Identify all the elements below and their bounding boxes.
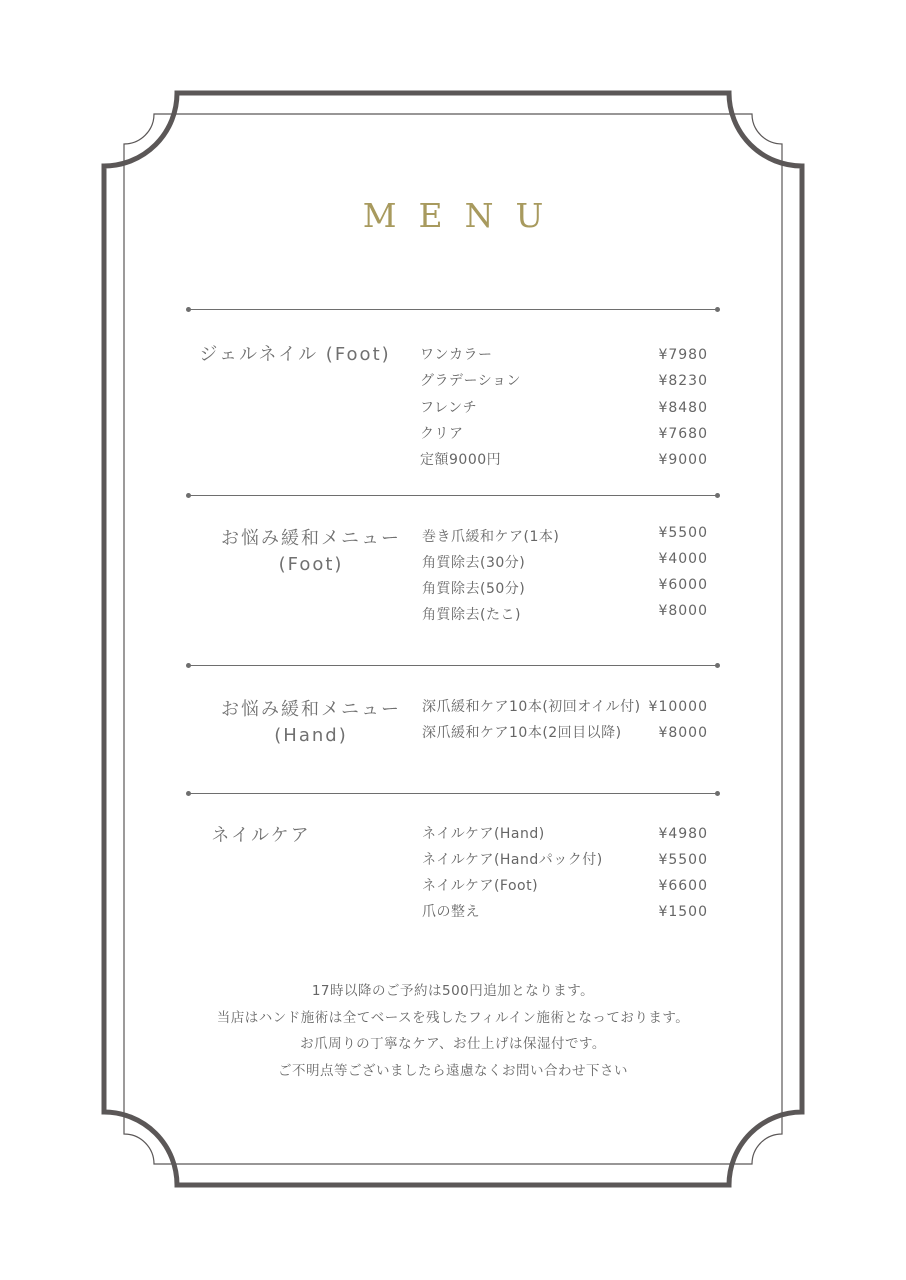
menu-item-name: 角質除去(30分) [422, 555, 526, 571]
menu-item-name: フレンチ [420, 400, 478, 416]
category-trouble-relief-foot [196, 526, 426, 578]
note-line: お爪周りの丁寧なケア、お仕上げは保湿付です。 [300, 1036, 606, 1052]
footer-notes [0, 978, 906, 1084]
menu-item-price: ¥7980 [658, 347, 708, 363]
menu-item-price: ¥6000 [658, 577, 708, 593]
menu-item-price: ¥8000 [658, 725, 708, 741]
section-divider [188, 793, 718, 794]
menu-item-price: ¥8230 [658, 373, 708, 389]
menu-item-price: ¥7680 [658, 426, 708, 442]
note-line: 当店はハンド施術は全てベースを残したフィルイン施術となっております。 [216, 1009, 690, 1026]
menu-item-name: 深爪緩和ケア10本(初回オイル付) [422, 699, 641, 715]
category-label: ジェルネイル (Foot) [199, 344, 391, 365]
note-line: 17時以降のご予約は500円追加となります。 [311, 983, 595, 999]
menu-item-name: 角質除去(たこ) [422, 607, 521, 623]
note-line: ご不明点等ございましたら遠慮なくお問い合わせ下さい [278, 1062, 628, 1079]
category-label: お悩み緩和メニュー [221, 699, 401, 720]
section-divider [188, 665, 718, 666]
category-trouble-relief-hand [196, 697, 426, 749]
category-nail-care [146, 823, 376, 849]
section-divider [188, 495, 718, 496]
category-gel-nail-foot [180, 342, 410, 368]
menu-item-name: ワンカラー [420, 347, 493, 363]
menu-item-name: 定額9000円 [420, 452, 502, 468]
menu-item-name: ネイルケア(Hand) [422, 826, 545, 842]
menu-item-name: 巻き爪緩和ケア(1本) [422, 529, 560, 545]
page-title: MENU [362, 196, 566, 235]
menu-item-price: ¥6600 [658, 878, 708, 894]
menu-item-name: グラデーション [420, 373, 521, 389]
section-divider [188, 309, 718, 310]
menu-item-price: ¥1500 [658, 904, 708, 920]
category-sublabel: (Foot) [278, 554, 344, 575]
menu-item-price: ¥8000 [658, 603, 708, 619]
menu-item-name: 爪の整え [422, 904, 480, 920]
menu-item-price: ¥4980 [658, 826, 708, 842]
category-label: ネイルケア [211, 825, 311, 846]
menu-item-name: ネイルケア(Foot) [422, 878, 539, 894]
menu-item-price: ¥4000 [658, 551, 708, 567]
category-label: お悩み緩和メニュー [221, 528, 401, 549]
menu-item-price: ¥9000 [658, 452, 708, 468]
menu-item-name: クリア [420, 426, 464, 442]
category-sublabel: (Hand) [274, 725, 348, 746]
menu-item-price: ¥8480 [658, 400, 708, 416]
menu-item-name: ネイルケア(Handパック付) [422, 852, 603, 868]
menu-item-price: ¥5500 [658, 525, 708, 541]
menu-item-price: ¥10000 [648, 699, 708, 715]
menu-item-price: ¥5500 [658, 852, 708, 868]
menu-item-name: 深爪緩和ケア10本(2回目以降) [422, 725, 622, 741]
menu-item-name: 角質除去(50分) [422, 581, 526, 597]
